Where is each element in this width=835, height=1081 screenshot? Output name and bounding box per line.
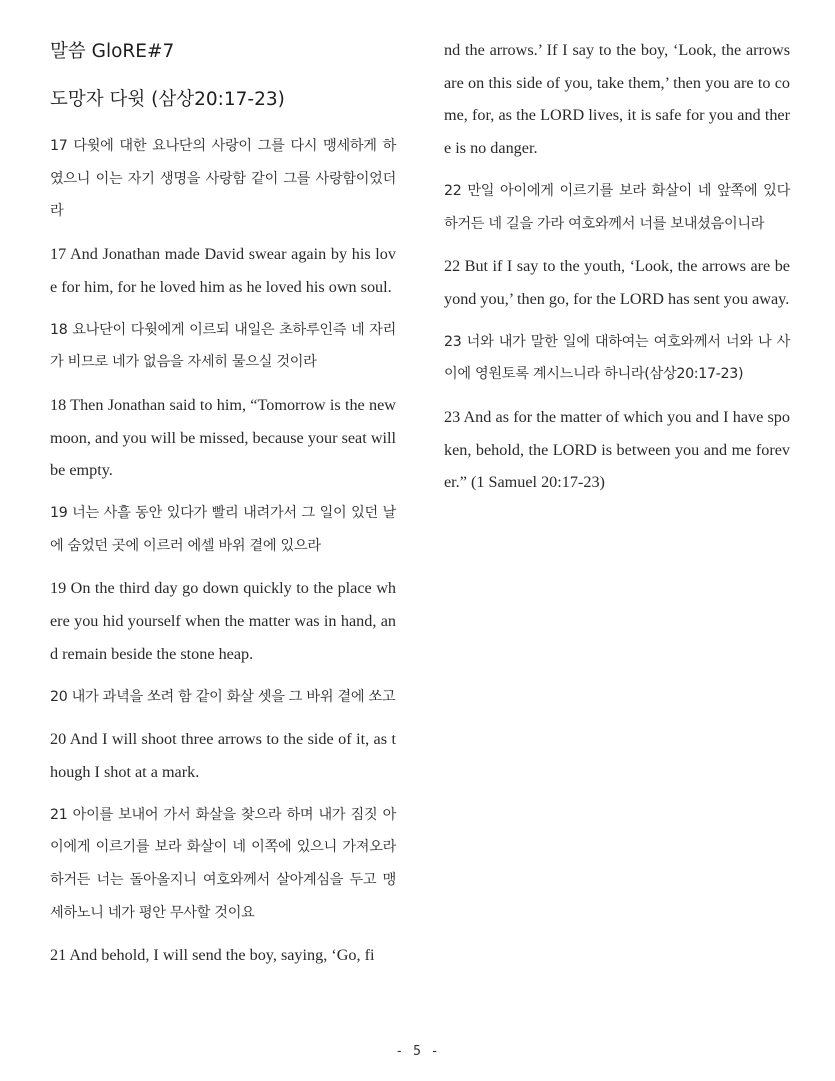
verse-18-korean: 18 요나단이 다윗에게 이르되 내일은 초하루인즉 네 자리가 비므로 네가 없음을 자세히 물으실 것이라 [50,321,396,371]
verse-19-korean: 19 너는 사흘 동안 있다가 빨리 내려가서 그 일이 있던 날에 숨었던 곳에 이르러 에셀 바위 곁에 있으라 [50,505,396,554]
verse-17-english: 17 And Jonathan made David swear again by his love for him, for he loved him as he loved his own soul. [50,245,396,296]
verse-20-korean: 20 내가 과녁을 쏘려 함 같이 화살 셋을 그 바위 곁에 쏘고 [50,688,396,705]
verse-21-english-continued: nd the arrows.’ If I say to the boy, ‘Look, the arrows are on this side of you, take them,’ then you are to come, for, as the LORD lives, it is safe for you and there is no danger. [444,41,790,158]
verse-21-english-start: 21 And behold, I will send the boy, saying, ‘Go, fi [50,946,375,965]
passage-heading: 도망자 다윗 (삼상20:17-23) [50,89,285,110]
verse-22-korean: 22 만일 아이에게 이르기를 보라 화살이 네 앞쪽에 있다 하거든 네 길을 가라 여호와께서 너를 보내셨음이니라 [444,182,790,232]
verse-23-english: 23 And as for the matter of which you and I have spoken, behold, the LORD is between you and me forever.” (1 Samuel 20:17-23) [444,408,790,492]
verse-18-english: 18 Then Jonathan said to him, “Tomorrow is the new moon, and you will be missed, because your seat will be empty. [50,395,396,480]
verse-17-korean: 17 다윗에 대한 요나단의 사랑이 그를 다시 맹세하게 하였으니 이는 자기 생명을 사랑함 같이 그를 사랑함이었더라 [50,138,396,220]
document-title: 말씀 GloRE#7 [50,41,175,62]
verse-23-korean: 23 너와 내가 말한 일에 대하여는 여호와께서 너와 나 사이에 영원토록 계시느니라 하니라(삼상20:17-23) [444,333,790,383]
verse-20-english: 20 And I will shoot three arrows to the side of it, as though I shot at a mark. [50,730,396,781]
right-column-text [444,34,790,509]
page-number: - 5 - [395,1044,440,1059]
verse-22-english: 22 But if I say to the youth, ‘Look, the arrows are beyond you,’ then go, for the LORD has sent you away. [444,257,790,308]
verse-21-korean: 21 아이를 보내어 가서 화살을 찾으라 하며 내가 짐짓 아이에게 이르기를 보라 화살이 네 이쪽에 있으니 가져오라 하거든 너는 돌아올지니 여호와께서 살아계심을 두고 맹세하노니 네가 평안 무사할 것이요 [50,806,396,921]
verse-19-english: 19 On the third day go down quickly to the place where you hid yourself when the matter was in hand, and remain beside the stone heap. [50,579,396,663]
left-column-text [50,130,396,982]
